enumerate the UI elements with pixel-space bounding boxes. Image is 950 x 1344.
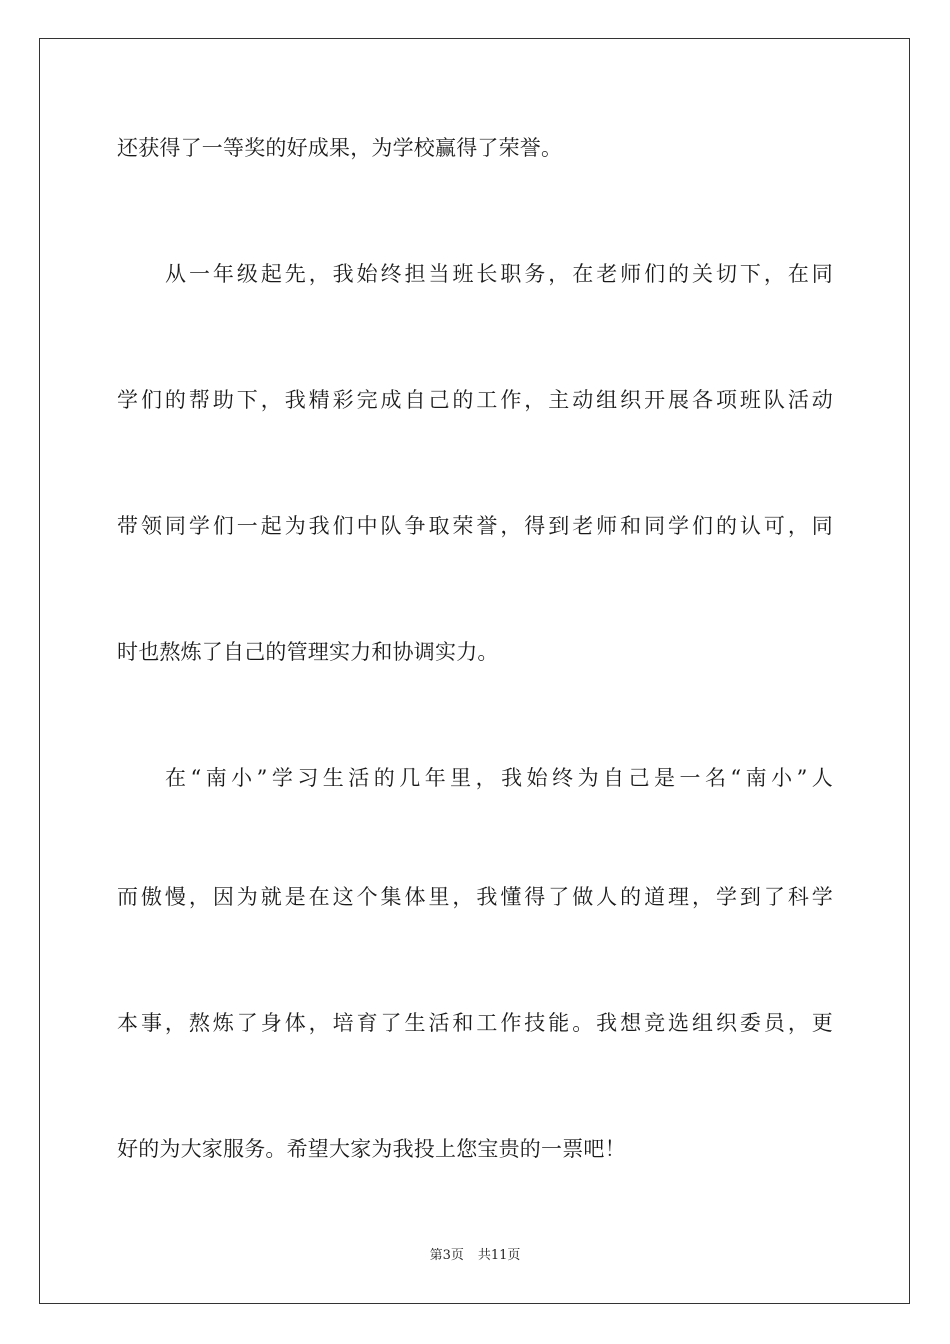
- text-line-2: 从一年级起先，我始终担当班长职务，在老师们的关切下，在同: [165, 262, 833, 286]
- text-line-3: 学们的帮助下，我精彩完成自己的工作，主动组织开展各项班队活动: [117, 388, 833, 412]
- text-line-9: 好的为大家服务。希望大家为我投上您宝贵的一票吧！: [117, 1137, 626, 1161]
- page-frame: [39, 38, 910, 1304]
- page-total: 共11页: [477, 1248, 521, 1263]
- page-footer: [0, 1247, 950, 1265]
- text-line-7: 而傲慢，因为就是在这个集体里，我懂得了做人的道理，学到了科学: [117, 885, 833, 909]
- text-line-8: 本事，熬炼了身体，培育了生活和工作技能。我想竞选组织委员，更: [117, 1011, 833, 1035]
- text-line-4: 带领同学们一起为我们中队争取荣誉，得到老师和同学们的认可，同: [117, 514, 833, 538]
- text-line-6: 在“南小”学习生活的几年里，我始终为自己是一名“南小”人: [165, 766, 833, 790]
- text-line-1: 还获得了一等奖的好成果，为学校赢得了荣誉。: [117, 136, 563, 160]
- page-number: 第3页: [429, 1248, 464, 1263]
- text-line-5: 时也熬炼了自己的管理实力和协调实力。: [117, 640, 499, 664]
